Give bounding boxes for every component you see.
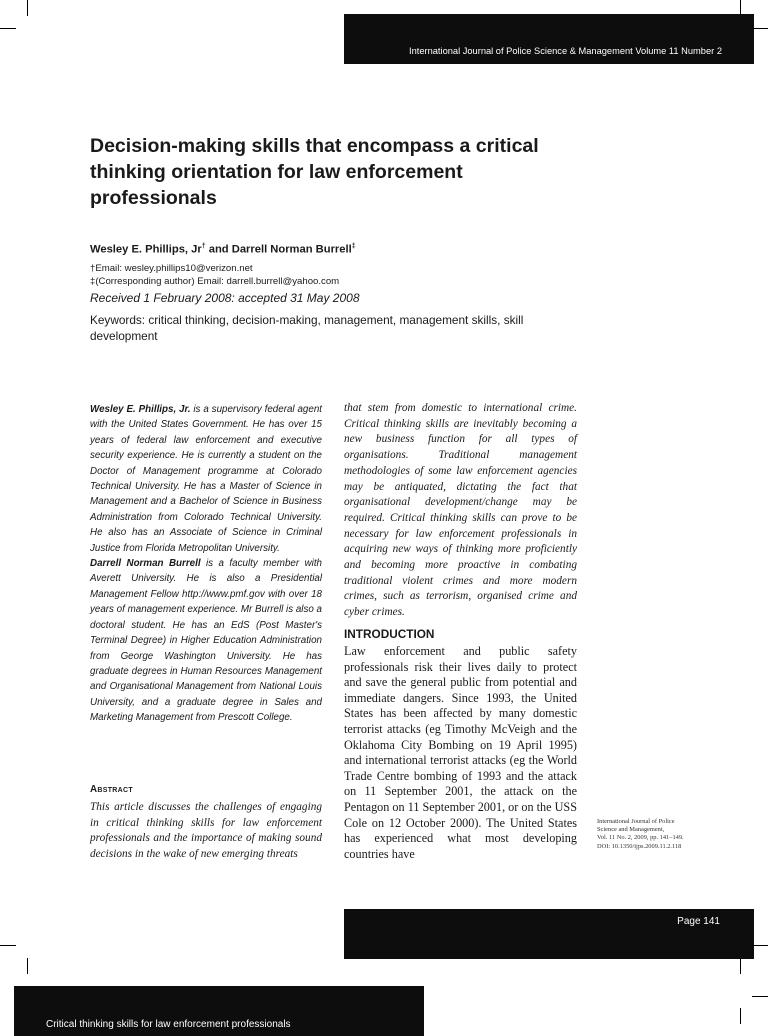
abstract-continued: that stem from domestic to international crime. Critical thinking skills are inevitably becoming a new business function for all types of organisations. Traditional management methodologies of some law enforcement agencies may be antiquated, dictating the fact that organisational development/change may be required. Critical thinking skills can prove to be necessary for law enforcement professionals in acquiring new ways of thinking more proficiently and becoming more proactive in combating traditional violent crimes and more modern crimes, such as terrorism, organised crime and cyber crimes. <box>344 402 577 619</box>
running-footer-bar <box>14 986 424 1036</box>
received-date: Received 1 February 2008: accepted 31 May 2008 <box>90 291 360 305</box>
crop-mark <box>752 996 768 997</box>
author-joiner: and <box>205 243 232 256</box>
author-line <box>90 243 356 256</box>
citation-line: DOI: 10.1350/ijps.2009.11.2.118 <box>597 842 682 850</box>
bio-name: Wesley E. Phillips, Jr. <box>90 404 191 415</box>
running-title: Critical thinking skills for law enforcement professionals <box>46 1019 291 1030</box>
crop-mark <box>752 28 768 29</box>
crop-mark <box>752 945 768 946</box>
crop-mark <box>27 958 28 974</box>
author-name: Darrell Norman Burrell <box>231 243 352 256</box>
citation-line: Vol. 11 No. 2, 2009, pp. 141–149. <box>597 834 684 842</box>
citation-note <box>597 818 717 851</box>
abstract-heading: Abstract <box>90 784 133 795</box>
article-title: Decision-making skills that encompass a critical thinking orientation for law enforcement professionals <box>90 135 539 209</box>
author-footnote-mark: ‡ <box>351 243 356 250</box>
author-footnote-mark: † <box>201 243 206 250</box>
crop-mark <box>0 28 16 29</box>
author-name: Wesley E. Phillips, Jr <box>90 243 202 256</box>
page-number-bar <box>344 909 754 959</box>
crop-mark <box>0 945 16 946</box>
bio-text: is a faculty member with Averett University. He is also a Presidential Management Fellow http://www.pmf.gov with over 18 years of management experience. Mr Burrell is also a doctoral student. He has an EdS (Post Master's Terminal Degree) in Higher Education Administration from George Washington University. He has graduate degrees in Human Resources Management and Organisational Management from National Louis University, and a graduate degree in Sales and Marketing Management from Prescott College. <box>90 558 322 724</box>
citation-line: Science and Management, <box>597 826 665 834</box>
crop-mark <box>740 958 741 974</box>
crop-mark <box>740 1008 741 1024</box>
journal-header-text: International Journal of Police Science & Management Volume 11 Number 2 <box>408 46 722 56</box>
bio-name: Darrell Norman Burrell <box>90 558 201 570</box>
crop-mark <box>27 0 28 16</box>
bio-text: is a supervisory federal agent with the United States Government. He has over 15 years of federal law enforcement and executive security experience. He is currently a student on the Doctor of Management programme at Colorado Technical University. He has a Master of Science in Management and a Bachelor of Science in Business Administration from Colorado Technical University. He also has an Associate of Science in Criminal Justice from Florida Metropolitan University. <box>90 404 322 554</box>
author-bio <box>90 556 322 725</box>
journal-header-bar <box>344 14 754 64</box>
page-number: Page 141 <box>677 916 720 927</box>
abstract-text: This article discusses the challenges of engaging in critical thinking skills for law enforcement professionals and the importance of making sound decisions in the wake of new emerging threats <box>90 801 322 861</box>
citation-line: International Journal of Police <box>597 818 675 825</box>
author-biographies <box>90 402 322 726</box>
author-email: †Email: wesley.phillips10@verizon.net <box>90 263 253 274</box>
keywords: Keywords: critical thinking, decision-making, management, management skills, skill development <box>90 313 524 343</box>
introduction-text: Law enforcement and public safety professionals risk their lives daily to protect and save the general public from potential and immediate dangers. Since 1993, the United States has been affected by many domestic terrorist attacks (eg Timothy McVeigh and the Oklahoma City Bombing on 19 April 1995) and international terrorist attacks (eg the World Trade Centre bombing of 1993 and the attack on 11 September 2001, the attack on the Pentagon on 11 September 2001, or on the USS Cole on 12 October 2000). The United States has experienced what most developing countries have <box>344 644 577 861</box>
author-bio <box>90 402 322 556</box>
author-email: ‡(Corresponding author) Email: darrell.burrell@yahoo.com <box>90 276 340 287</box>
section-heading: INTRODUCTION <box>344 627 435 641</box>
